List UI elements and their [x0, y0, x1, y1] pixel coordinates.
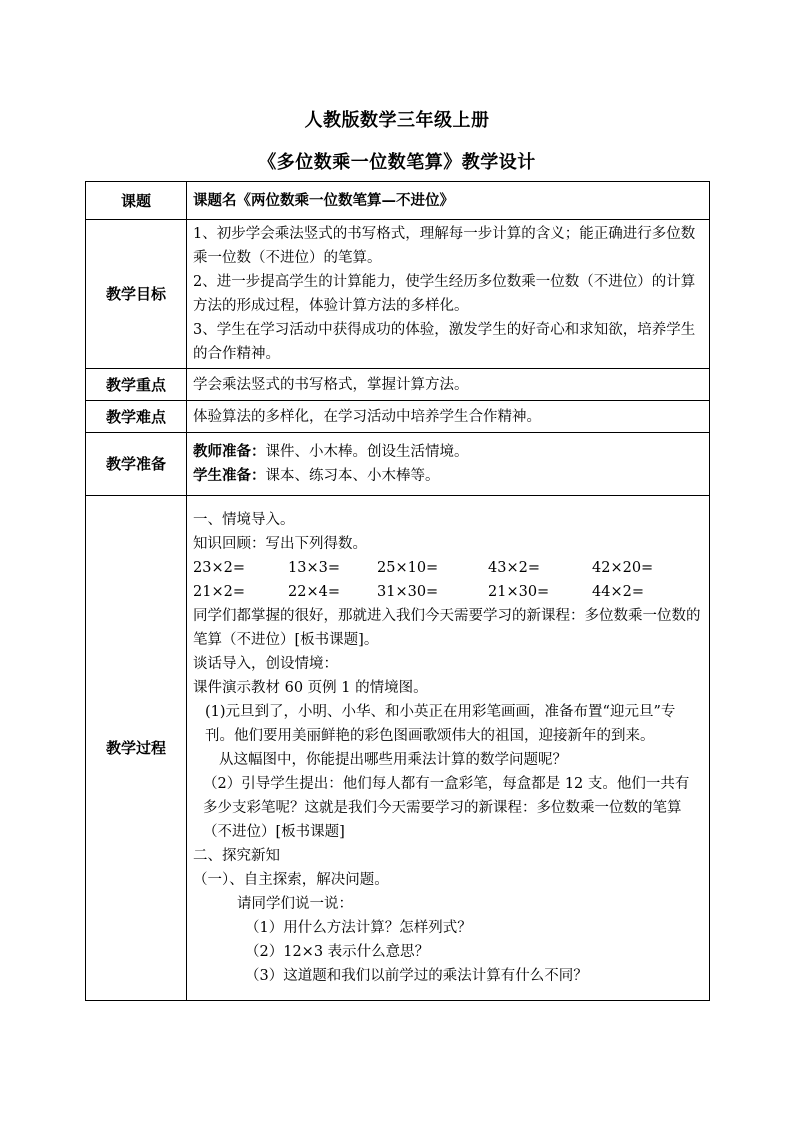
- calc-item: 44×2=: [592, 584, 644, 600]
- difficulties-label: 教学难点: [86, 401, 187, 433]
- difficulties-value: 体验算法的多样化，在学习活动中培养学生合作精神。: [187, 401, 710, 433]
- goals-row: [86, 220, 710, 369]
- calc-row-1: [193, 556, 703, 580]
- lesson-plan-table: [85, 181, 710, 1001]
- question-2: （2）12×3 表示什么意思？: [245, 944, 430, 960]
- preparation-row: [86, 433, 710, 496]
- process-row: [86, 496, 710, 1001]
- process-content: [187, 496, 710, 1001]
- process-line-6: (1)元旦到了，小明、小华、和小英正在用彩笔画画，准备布置“迎元旦”专刊。他们要用美丽鲜艳的彩色图画歌颂伟大的祖国，迎接新年的到来。: [205, 704, 676, 744]
- goal-item-3: 3、学生在学习活动中获得成功的体验，激发学生的好奇心和求知欲，培养学生的合作精神。: [193, 322, 696, 362]
- goals-content: [187, 220, 710, 369]
- question-3: （3）这道题和我们以前学过的乘法计算有什么不同？: [245, 968, 588, 984]
- process-line-7: 从这幅图中，你能提出哪些用乘法计算的数学问题呢？: [219, 752, 567, 768]
- calc-row-2: [193, 580, 703, 604]
- process-line-4: 谈话导入，创设情境：: [193, 656, 338, 672]
- key-points-value: 学会乘法竖式的书写格式，掌握计算方法。: [187, 369, 710, 401]
- calc-item: 13×3=: [288, 560, 340, 576]
- calc-item: 42×20=: [592, 560, 654, 576]
- document-title: 人教版数学三年级上册: [304, 110, 490, 131]
- calc-item: 43×2=: [488, 560, 540, 576]
- preparation-content: [187, 433, 710, 496]
- calc-item: 31×30=: [377, 584, 439, 600]
- teacher-prep-line: [193, 440, 703, 464]
- goal-item-1: 1、初步学会乘法竖式的书写格式，理解每一步计算的含义；能正确进行多位数乘一位数（不进位）的笔算。: [193, 226, 696, 266]
- process-line-10: （一）、自主探索，解决问题。: [193, 872, 389, 888]
- process-line-1: 一、情境导入。: [193, 512, 295, 528]
- question-1: （1）用什么方法计算？怎样列式？: [245, 920, 472, 936]
- calc-item: 25×10=: [377, 560, 439, 576]
- preparation-label: 教学准备: [86, 433, 187, 496]
- calc-item: 22×4=: [288, 584, 340, 600]
- calc-item: 21×2=: [193, 584, 245, 600]
- difficulties-row: [86, 401, 710, 433]
- topic-label: 课题: [86, 182, 187, 220]
- key-points-row: [86, 369, 710, 401]
- goal-item-2: 2、进一步提高学生的计算能力，使学生经历多位数乘一位数（不进位）的计算方法的形成过程，体验计算方法的多样化。: [193, 274, 696, 314]
- process-line-11: 请同学们说一说：: [237, 896, 353, 912]
- process-line-9: 二、探究新知: [193, 848, 280, 864]
- calc-item: 23×2=: [193, 560, 245, 576]
- process-line-2: 知识回顾：写出下列得数。: [193, 536, 367, 552]
- process-line-5: 课件演示教材 60 页例 1 的情境图。: [193, 680, 428, 696]
- goals-label: 教学目标: [86, 220, 187, 369]
- calc-item: 21×30=: [488, 584, 550, 600]
- key-points-label: 教学重点: [86, 369, 187, 401]
- teacher-prep-value: 课件、小木棒。创设生活情境。: [265, 444, 469, 460]
- process-label: 教学过程: [86, 496, 187, 1001]
- student-prep-line: [193, 464, 703, 488]
- topic-value: 课题名《两位数乘一位数笔算—不进位》: [187, 182, 710, 220]
- student-prep-value: 课本、练习本、小木棒等。: [265, 468, 440, 484]
- teacher-prep-label: 教师准备：: [193, 443, 266, 460]
- student-prep-label: 学生准备：: [193, 467, 266, 484]
- document-subtitle: 《多位数乘一位数笔算》教学设计: [258, 152, 536, 173]
- process-line-3: 同学们都掌握的很好，那就进入我们今天需要学习的新课程：多位数乘一位数的笔算（不进位）[板书课题]。: [193, 608, 701, 648]
- topic-row: [86, 182, 710, 220]
- process-line-8: （2）引导学生提出：他们每人都有一盒彩笔，每盒都是 12 支。他们一共有多少支彩笔呢？这就是我们今天需要学习的新课程：多位数乘一位数的笔算（不进位）[板书课题]: [203, 776, 690, 840]
